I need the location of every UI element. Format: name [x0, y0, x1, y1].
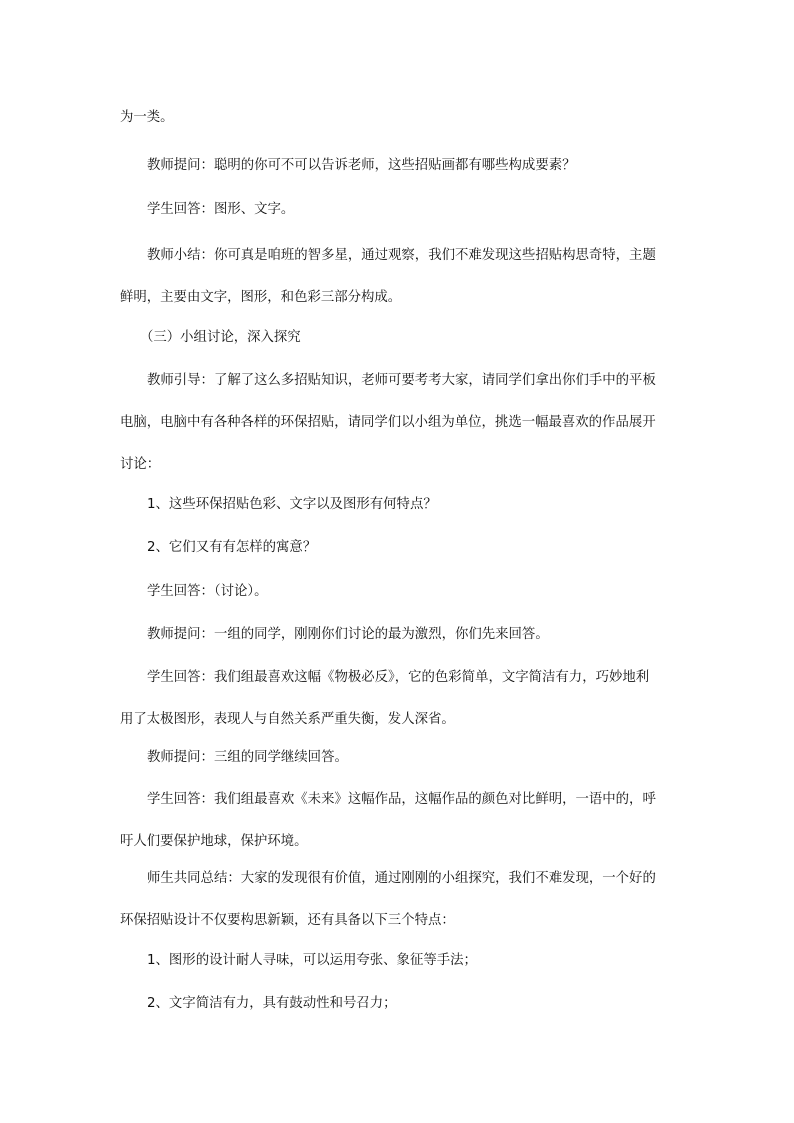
- paragraph-teacher-guide: [120, 360, 680, 486]
- paragraph-student-answer-elements: [120, 189, 707, 231]
- text-line: 2、文字简洁有力，具有鼓动性和号召力；: [147, 996, 397, 1011]
- paragraph-teacher-question-group1: [120, 614, 707, 656]
- text-line: 1、图形的设计耐人寻味，可以运用夸张、象征等手法；: [147, 953, 477, 968]
- text-line: 教师提问：三组的同学继续回答。: [147, 750, 348, 765]
- text-line: 2、它们又有有怎样的寓意？: [147, 540, 317, 555]
- text-line: 师生共同总结：大家的发现很有价值，通过刚刚的小组探究，我们不难发现，一个好的: [147, 871, 656, 886]
- paragraph-student-answer-group1: [120, 657, 680, 741]
- text-line: 讨论：: [120, 457, 161, 472]
- text-line: 1、这些环保招贴色彩、文字以及图形有何特点？: [147, 497, 437, 512]
- text-line: 用了太极图形，表现人与自然关系严重失衡，发人深省。: [120, 712, 455, 727]
- text-line: （三）小组讨论，深入探究: [140, 330, 301, 345]
- text-line: 吁人们要保护地球，保护环境。: [120, 834, 308, 849]
- paragraph-teacher-question-elements: [120, 145, 707, 187]
- paragraph-teacher-summary: [120, 235, 680, 319]
- text-line: 电脑，电脑中有各种各样的环保招贴，请同学们以小组为单位，挑选一幅最喜欢的作品展开: [120, 415, 656, 430]
- text-line: 教师提问：一组的同学，刚刚你们讨论的最为激烈，你们先来回答。: [147, 627, 549, 642]
- text-line: 为一类。: [120, 110, 174, 125]
- text-line: 鲜明，主要由文字，图形，和色彩三部分构成。: [120, 290, 402, 305]
- list-item-feature-2: [120, 983, 707, 1025]
- text-line: 学生回答：我们组最喜欢这幅《物极必反》，它的色彩简单，文字简洁有力，巧妙地利: [147, 670, 650, 685]
- text-line: 教师提问：聪明的你可不可以告诉老师，这些招贴画都有哪些构成要素？: [147, 158, 576, 173]
- section-heading-group-discussion: [120, 317, 700, 359]
- text-line: 学生回答：我们组最喜欢《未来》这幅作品，这幅作品的颜色对比鲜明，一语中的，呼: [147, 792, 656, 807]
- list-item-question-2: [120, 527, 707, 569]
- text-line: 环保招贴设计不仅要构思新颖，还有具备以下三个特点：: [120, 913, 455, 928]
- text-line: 教师小结：你可真是咱班的智多星，通过观察，我们不难发现这些招贴构思奇特，主题: [147, 248, 656, 263]
- paragraph-joint-summary: [120, 858, 680, 942]
- paragraph-student-answer-group3: [120, 779, 680, 863]
- paragraph-teacher-question-group3: [120, 737, 707, 779]
- list-item-question-1: [120, 484, 707, 526]
- paragraph-student-answer-discussion: [120, 571, 707, 613]
- text-line: 学生回答：图形、文字。: [147, 202, 295, 217]
- text-line: 学生回答：（讨论）。: [147, 584, 268, 599]
- list-item-feature-1: [120, 940, 707, 982]
- text-line: 教师引导：了解了这么多招贴知识，老师可要考考大家，请同学们拿出你们手中的平板: [147, 373, 656, 388]
- paragraph-category-end: [120, 97, 680, 139]
